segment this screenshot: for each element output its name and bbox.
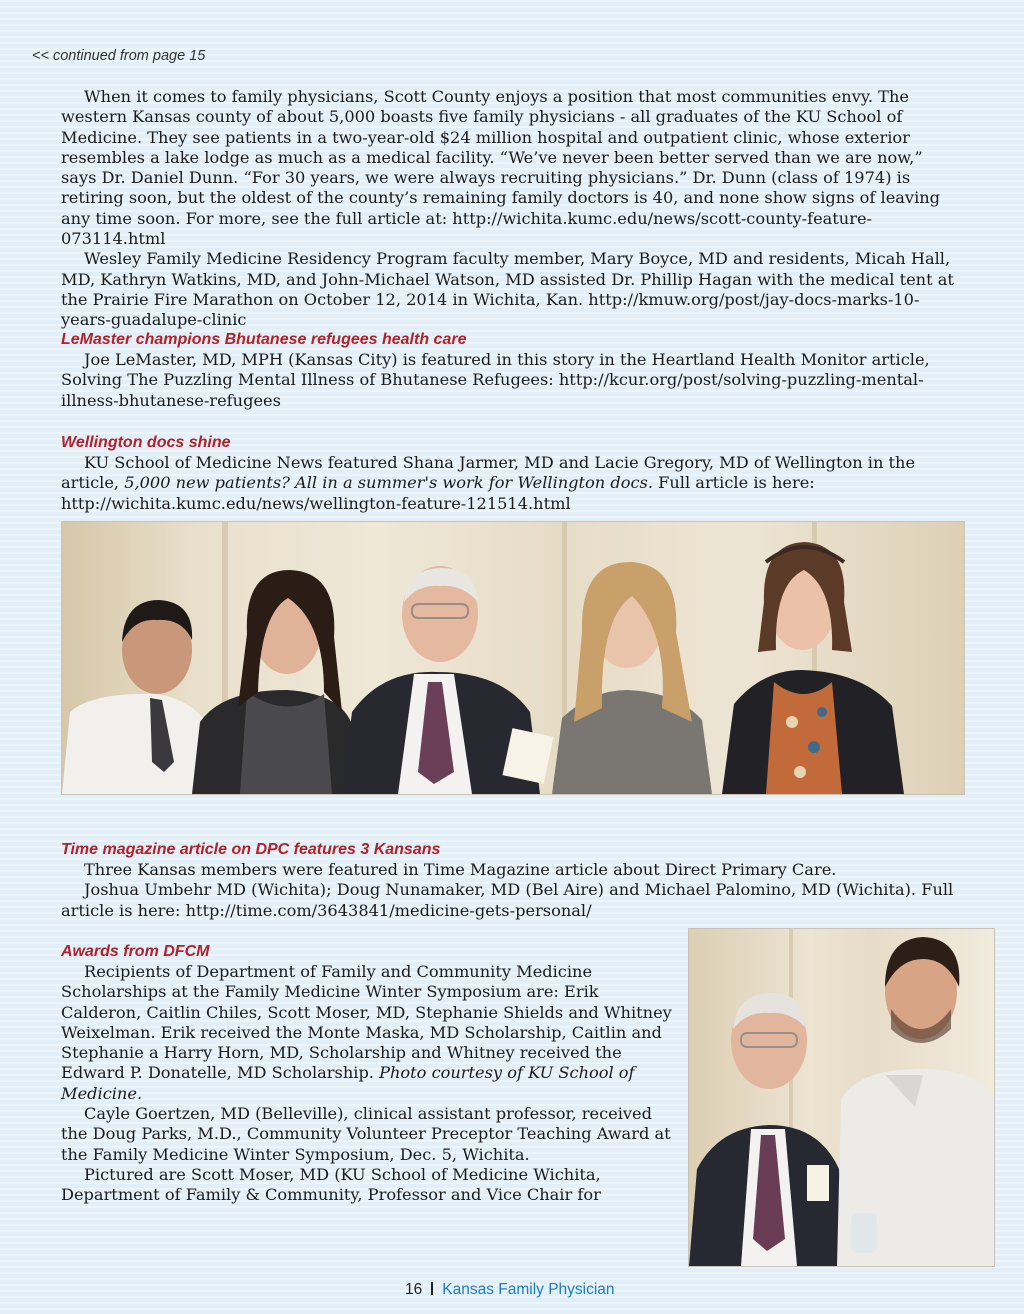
lemaster-heading: LeMaster champions Bhutanese refugees health care <box>61 331 467 348</box>
awards-paragraph-2: Cayle Goertzen, MD (Belleville), clinical assistant professor, received the Doug Parks, M.D., Community Volunteer Preceptor Teaching Award at the Family Medicine Winter Symposium, Dec. 5, Wichita. <box>61 1104 671 1164</box>
group-photo-wellington-docs <box>61 521 965 795</box>
time-paragraph-2: Joshua Umbehr MD (Wichita); Doug Nunamaker, MD (Bel Aire) and Michael Palomino, MD (Wichita). Full article is here: http://time.com/3643841/medicine-gets-personal/ <box>61 880 954 920</box>
continued-from-label: << continued from page 15 <box>32 48 206 64</box>
awards-paragraph-1 <box>61 962 673 1104</box>
awards-paragraph-3: Pictured are Scott Moser, MD (KU School of Medicine Wichita, Department of Family & Community, Professor and Vice Chair for <box>61 1164 601 1205</box>
awards-photo-credit: Photo courtesy of KU School of Medicine. <box>61 1063 635 1103</box>
group-photo-illustration <box>62 522 964 794</box>
award-photo-two-men <box>688 928 995 1267</box>
wellington-section <box>61 433 961 514</box>
wellington-text-end: Full article is here: http://wichita.kumc.edu/news/wellington-feature-121514.html <box>61 473 815 513</box>
lemaster-paragraph: Joe LeMaster, MD, MPH (Kansas City) is featured in this story in the Heartland Health Monitor article, Solving The Puzzling Mental Illness of Bhutanese Refugees: http://kcur.org/post/solving-puzzling-mental-illness-bhutanese-refugees <box>61 350 930 410</box>
page-number: 16 <box>405 1281 423 1298</box>
lemaster-section <box>61 330 961 411</box>
award-photo-illustration <box>689 929 994 1266</box>
wellington-paragraph <box>61 453 961 514</box>
time-heading: Time magazine article on DPC features 3 Kansans <box>61 841 441 858</box>
page-footer <box>405 1281 615 1299</box>
wellington-article-title: 5,000 new patients? All in a summer's work for Wellington docs. <box>124 473 653 493</box>
awards-section <box>61 942 673 1206</box>
awards-text-start: Recipients of Department of Family and Community Medicine Scholarships at the Family Medicine Winter Symposium are: Erik Calderon, Caitlin Chiles, Scott Moser, MD, Stephanie Shields and Whitney Weixelman. Erik received the Monte Maska, MD Scholarship, Caitlin and Stephanie a Harry Horn, MD, Scholarship and Whitney received the Edward P. Donatelle, MD Scholarship. <box>61 962 672 1083</box>
footer-separator <box>431 1282 433 1295</box>
wellington-heading: Wellington docs shine <box>61 434 231 451</box>
intro-paragraph-1: When it comes to family physicians, Scott County enjoys a position that most communities envy. The western Kansas county of about 5,000 boasts five family physicians - all graduates of the KU School of Medicine. They see patients in a two-year-old $24 million hospital and outpatient clinic, whose exterior resembles a lake lodge as much as a medical facility. “We’ve never been better served than we are now,” says Dr. Daniel Dunn. “For 30 years, we were always recruiting physicians.” Dr. Dunn (class of 1974) is retiring soon, but the oldest of the county’s remaining family doctors is 40, and none show signs of leaving any time soon. For more, see the full article at: http://wichita.kumc.edu/news/scott-county-feature-073114.html <box>61 87 941 249</box>
awards-heading: Awards from DFCM <box>61 943 210 960</box>
time-paragraph-1: Three Kansas members were featured in Time Magazine article about Direct Primary Care. <box>84 860 837 879</box>
wellington-text-start: KU School of Medicine News featured Shana Jarmer, MD and Lacie Gregory, MD of Wellington in the article, <box>61 453 916 493</box>
time-section <box>61 840 961 921</box>
intro-section <box>61 87 961 331</box>
magazine-name: Kansas Family Physician <box>442 1281 615 1298</box>
intro-paragraph-2: Wesley Family Medicine Residency Program faculty member, Mary Boyce, MD and residents, Micah Hall, MD, Kathryn Watkins, MD, and John-Michael Watson, MD assisted Dr. Phillip Hagan with the medical tent at the Prairie Fire Marathon on October 12, 2014 in Wichita, Kan. http://kmuw.org/post/jay-docs-marks-10-years-guadalupe-clinic <box>61 249 954 330</box>
